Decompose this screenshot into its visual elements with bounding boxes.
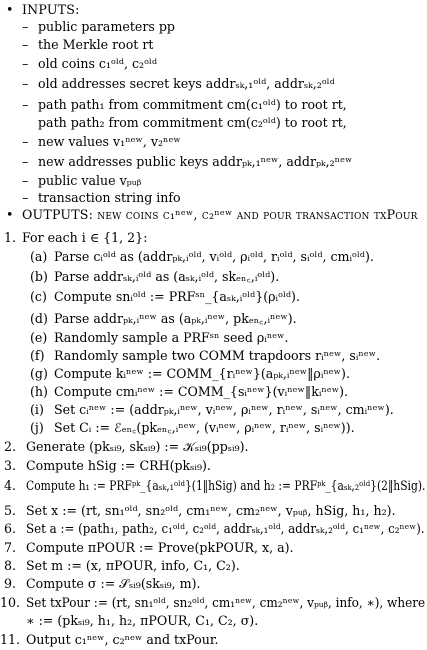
step-text: Generate (pkₛᵢ₉, skₛᵢ₉) := 𝒦ₛᵢ₉(ppₛᵢ₉). [26, 439, 249, 454]
substep-text: Compute snᵢᵒˡᵈ := PRFˢⁿ_{aₛₖ,ᵢᵒˡᵈ}(ρᵢᵒˡᵈ). [54, 289, 300, 304]
step-number: 9. [4, 576, 17, 591]
dash-icon: – [22, 76, 29, 91]
substep-text: Compute cmᵢⁿᵉʷ := COMM_{sᵢⁿᵉʷ}(vᵢⁿᵉʷ‖kᵢⁿᵉʷ). [54, 384, 348, 399]
substep-label: (e) [30, 330, 48, 345]
substep-text: Randomly sample a PRFˢⁿ seed ρᵢⁿᵉʷ. [54, 330, 289, 345]
substep-text: Compute kᵢⁿᵉʷ := COMM_{rᵢⁿᵉʷ}(aₚₖ,ᵢⁿᵉʷ‖ρᵢⁿᵉʷ). [54, 366, 350, 381]
substep-text: Parse cᵢᵒˡᵈ as (addrₚₖ,ᵢᵒˡᵈ, vᵢᵒˡᵈ, ρᵢᵒˡᵈ, rᵢᵒˡᵈ, sᵢᵒˡᵈ, cmᵢᵒˡᵈ). [54, 249, 374, 264]
step-text: Compute σ := 𝒮ₛᵢ₉(skₛᵢ₉, m). [26, 576, 201, 591]
substep-label: (i) [30, 402, 44, 417]
substep-label: (j) [30, 420, 44, 435]
substep-label: (a) [30, 249, 48, 264]
dash-icon: – [22, 134, 29, 149]
step-number: 6. [4, 521, 17, 536]
substep-text: Parse addrₛₖ,ᵢᵒˡᵈ as (aₛₖ,ᵢᵒˡᵈ, skₑₙ꜀,ᵢᵒˡᵈ). [54, 269, 280, 284]
outputs-text: OUTPUTS: new coins c₁ⁿᵉʷ, c₂ⁿᵉʷ and pour transaction txPour [22, 207, 418, 222]
step-number: 1. [4, 230, 17, 245]
dash-icon: – [22, 97, 29, 112]
step-number: 8. [4, 558, 17, 573]
step-text: Output c₁ⁿᵉʷ, c₂ⁿᵉʷ and txPour. [26, 632, 219, 647]
bullet-icon: • [6, 2, 14, 17]
dash-icon: – [22, 173, 29, 188]
step-text: Compute πPOUR := Prove(pkPOUR, x, a). [26, 540, 294, 555]
step-number: 11. [0, 632, 21, 647]
step-number: 7. [4, 540, 17, 555]
substep-text: Set cᵢⁿᵉʷ := (addrₚₖ,ᵢⁿᵉʷ, vᵢⁿᵉʷ, ρᵢⁿᵉʷ, rᵢⁿᵉʷ, sᵢⁿᵉʷ, cmᵢⁿᵉʷ). [54, 402, 394, 417]
step-text: Compute h₁ := PRFᵖᵏ_{aₛₖ,₁ᵒˡᵈ}(1‖hSig) and h₂ := PRFᵖᵏ_{aₛₖ,₂ᵒˡᵈ}(2‖hSig). [26, 478, 426, 493]
substep-label: (b) [30, 269, 48, 284]
substep-text: Randomly sample two COMM trapdoors rᵢⁿᵉʷ, sᵢⁿᵉʷ. [54, 348, 381, 363]
step-number: 5. [4, 503, 17, 518]
dash-icon: – [22, 19, 29, 34]
step-text: For each i ∈ {1, 2}: [22, 230, 148, 245]
step-text: Set x := (rt, sn₁ᵒˡᵈ, sn₂ᵒˡᵈ, cm₁ⁿᵉʷ, cm₂ⁿᵉʷ, vₚᵤᵦ, hSig, h₁, h₂). [26, 503, 396, 518]
step-number: 10. [0, 595, 21, 610]
step-number: 4. [4, 478, 17, 493]
dash-icon: – [22, 154, 29, 169]
step-text: ∗ := (pkₛᵢ₉, h₁, h₂, πPOUR, C₁, C₂, σ). [26, 613, 259, 628]
substep-label: (f) [30, 348, 45, 363]
step-number: 2. [4, 439, 17, 454]
step-text: Set a := (path₁, path₂, c₁ᵒˡᵈ, c₂ᵒˡᵈ, addrₛₖ,₁ᵒˡᵈ, addrₛₖ,₂ᵒˡᵈ, c₁ⁿᵉʷ, c₂ⁿᵉʷ). [26, 521, 425, 536]
dash-icon: – [22, 56, 29, 71]
step-number: 3. [4, 458, 17, 473]
substep-text: Set Cᵢ := ℰₑₙ꜀(pkₑₙ꜀,ᵢⁿᵉʷ, (vᵢⁿᵉʷ, ρᵢⁿᵉʷ, rᵢⁿᵉʷ, sᵢⁿᵉʷ)). [54, 420, 355, 435]
dash-icon: – [22, 37, 29, 52]
substep-label: (h) [30, 384, 48, 399]
substep-label: (c) [30, 289, 47, 304]
substep-label: (g) [30, 366, 48, 381]
bullet-icon: • [6, 207, 14, 222]
substep-text: Parse addrₚₖ,ᵢⁿᵉʷ as (aₚₖ,ᵢⁿᵉʷ, pkₑₙ꜀,ᵢⁿᵉʷ). [54, 311, 297, 326]
step-text: Compute hSig := CRH(pkₛᵢ₉). [26, 458, 211, 473]
pour-algorithm: • INPUTS: – public parameters pp – the Merkle root rt – old coins c₁ᵒˡᵈ, c₂ᵒˡᵈ – old addresses secret keys addrₛₖ,₁ᵒˡᵈ, addrₛₖ,₂ᵒˡᵈ – path path₁ from commitment cm(c₁ᵒˡᵈ) to root rt, path path₂ from commitment cm(c₂ᵒˡᵈ) to root rt, – new values v₁ⁿᵉʷ, v₂ⁿᵉʷ – new addresses public keys addrₚₖ,₁ⁿᵉʷ, addrₚₖ,₂ⁿᵉʷ – public value vₚᵤᵦ – transaction string info • OUTPUTS: new coins c₁ⁿᵉʷ, c₂ⁿᵉʷ and pour transaction txPour 1. For each i ∈ {1, 2}: (a) Parse cᵢᵒˡᵈ as (addrₚₖ,ᵢᵒˡᵈ, vᵢᵒˡᵈ, ρᵢᵒˡᵈ, rᵢᵒˡᵈ, sᵢᵒˡᵈ, cmᵢᵒˡᵈ). (b) Parse addrₛₖ,ᵢᵒˡᵈ as (aₛₖ,ᵢᵒˡᵈ, skₑₙ꜀,ᵢᵒˡᵈ). (c) Compute snᵢᵒˡᵈ := PRFˢⁿ_{aₛₖ,ᵢᵒˡᵈ}(ρᵢᵒˡᵈ). (d) Parse addrₚₖ,ᵢⁿᵉʷ as (aₚₖ,ᵢⁿᵉʷ, pkₑₙ꜀,ᵢⁿᵉʷ). (e) Randomly sample a PRFˢⁿ seed ρᵢⁿᵉʷ. (f) Randomly sample two COMM trapdoors rᵢⁿᵉʷ, sᵢⁿᵉʷ. (g) Compute kᵢⁿᵉʷ := COMM_{rᵢⁿᵉʷ}(aₚₖ,ᵢⁿᵉʷ‖ρᵢⁿᵉʷ). (h) Compute cmᵢⁿᵉʷ := COMM_{sᵢⁿᵉʷ}(vᵢⁿᵉʷ‖kᵢⁿᵉʷ). (i) Set cᵢⁿᵉʷ := (addrₚₖ,ᵢⁿᵉʷ, vᵢⁿᵉʷ, ρᵢⁿᵉʷ, rᵢⁿᵉʷ, sᵢⁿᵉʷ, cmᵢⁿᵉʷ). (j) Set Cᵢ := ℰₑₙ꜀(pkₑₙ꜀,ᵢⁿᵉʷ, (vᵢⁿᵉʷ, ρᵢⁿᵉʷ, rᵢⁿᵉʷ, sᵢⁿᵉʷ)). 2. Generate (pkₛᵢ₉, skₛᵢ₉) := 𝒦ₛᵢ₉(ppₛᵢ₉). 3. Compute hSig := CRH(pkₛᵢ₉). 4. Compute h₁ := PRFᵖᵏ_{aₛₖ,₁ᵒˡᵈ}(1‖hSig) and h₂ := PRFᵖᵏ_{aₛₖ,₂ᵒˡᵈ}(2‖hSig). 5. Set x := (rt, sn₁ᵒˡᵈ, sn₂ᵒˡᵈ, cm₁ⁿᵉʷ, cm₂ⁿᵉʷ, vₚᵤᵦ, hSig, h₁, h₂). 6. Set a := (path₁, path₂, c₁ᵒˡᵈ, c₂ᵒˡᵈ, addrₛₖ,₁ᵒˡᵈ, addrₛₖ,₂ᵒˡᵈ, c₁ⁿᵉʷ, c₂ⁿᵉʷ). 7. Compute πPOUR := Prove(pkPOUR, x, a). 8. Set m := (x, πPOUR, info, C₁, C₂). 9. Compute σ := 𝒮ₛᵢ₉(skₛᵢ₉, m). 10. Set txPour := (rt, sn₁ᵒˡᵈ, sn₂ᵒˡᵈ, cm₁ⁿᵉʷ, cm₂ⁿᵉʷ, vₚᵤᵦ, info, ∗), where ∗ := (pkₛᵢ₉, h₁, h₂, πPOUR, C₁, C₂, σ). 11. Output c₁ⁿᵉʷ, c₂ⁿᵉʷ and txPour. [0, 2, 426, 647]
substep-label: (d) [30, 311, 48, 326]
inputs-header: INPUTS: [22, 2, 80, 17]
step-text: Set m := (x, πPOUR, info, C₁, C₂). [26, 558, 240, 573]
dash-icon: – [22, 190, 29, 205]
step-text: Set txPour := (rt, sn₁ᵒˡᵈ, sn₂ᵒˡᵈ, cm₁ⁿᵉʷ, cm₂ⁿᵉʷ, vₚᵤᵦ, info, ∗), where [26, 595, 426, 610]
